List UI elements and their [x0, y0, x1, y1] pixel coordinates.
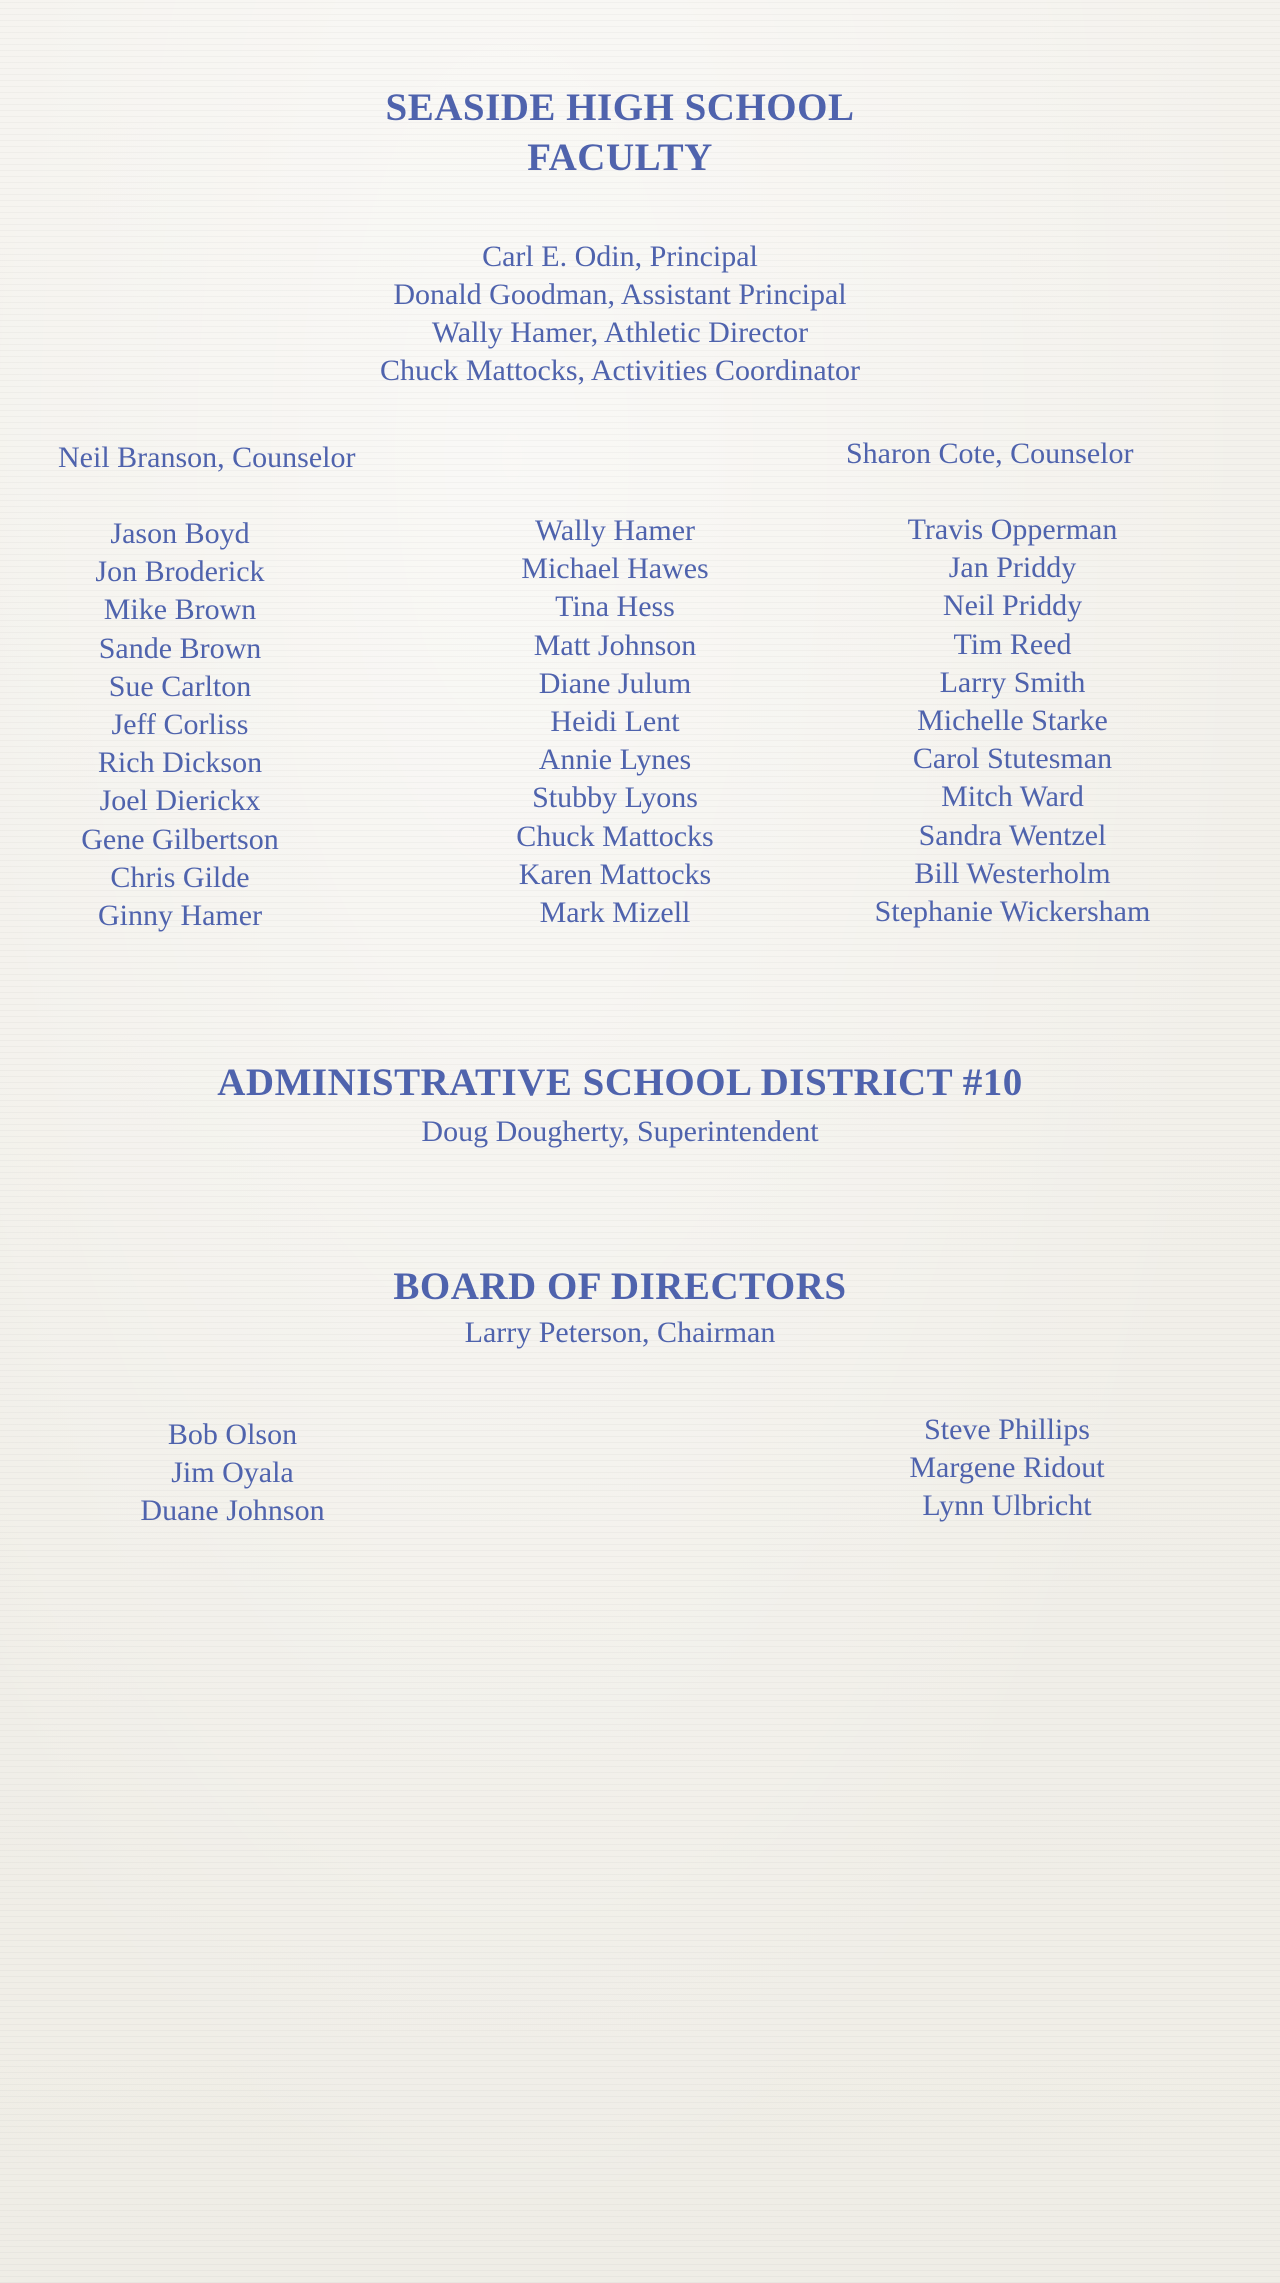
- list-item: Wally Hamer: [534, 514, 696, 547]
- list-item: Diane Julum: [538, 666, 692, 700]
- faculty-column-2: [475, 512, 755, 932]
- list-item: Bob Olson: [167, 1418, 298, 1451]
- list-item: Chris Gilde: [110, 860, 250, 894]
- counselor-left: Neil Branson, Counselor: [58, 441, 356, 474]
- board-members-left: [100, 1416, 365, 1531]
- list-item: Ginny Hamer: [97, 898, 263, 932]
- list-item: Jeff Corliss: [111, 707, 249, 741]
- list-item: Stephanie Wickersham: [874, 894, 1151, 928]
- list-item: Joel Dierickx: [99, 784, 261, 818]
- admin-athletic-director: Wally Hamer, Athletic Director: [431, 316, 809, 349]
- list-item: Bill Westerholm: [914, 856, 1111, 890]
- list-item: Lynn Ulbricht: [922, 1489, 1092, 1523]
- list-item: Stubby Lyons: [532, 781, 698, 815]
- list-item: Karen Mattocks: [518, 857, 712, 891]
- list-item: Travis Opperman: [907, 513, 1118, 546]
- list-item: Michael Hawes: [521, 552, 709, 586]
- list-item: Heidi Lent: [550, 704, 680, 738]
- faculty-column-1: [40, 515, 320, 935]
- list-item: Sandra Wentzel: [918, 818, 1107, 852]
- list-item: Steve Phillips: [924, 1413, 1090, 1446]
- list-item: Chuck Mattocks: [516, 819, 714, 853]
- list-item: Sande Brown: [98, 631, 262, 665]
- list-item: Margene Ridout: [909, 1451, 1105, 1485]
- admin-assistant-principal: Donald Goodman, Assistant Principal: [393, 278, 847, 311]
- list-item: Rich Dickson: [97, 746, 263, 780]
- list-item: Jim Oyala: [171, 1456, 294, 1490]
- list-item: Mitch Ward: [941, 780, 1084, 814]
- list-item: Carol Stutesman: [912, 742, 1113, 776]
- list-item: Mark Mizell: [539, 895, 691, 929]
- school-title-line2: FACULTY: [527, 136, 713, 179]
- list-item: Jan Priddy: [948, 551, 1077, 585]
- faculty-column-3: [840, 511, 1185, 931]
- list-item: Michelle Starke: [917, 703, 1108, 737]
- list-item: Jason Boyd: [110, 517, 250, 550]
- list-item: Sue Carlton: [108, 669, 252, 703]
- district-title: ADMINISTRATIVE SCHOOL DISTRICT #10: [217, 1061, 1023, 1104]
- district-superintendent: Doug Dougherty, Superintendent: [421, 1115, 819, 1148]
- list-item: Tim Reed: [953, 627, 1072, 661]
- admin-principal: Carl E. Odin, Principal: [482, 240, 758, 273]
- list-item: Tina Hess: [555, 590, 675, 624]
- board-members-right: [872, 1411, 1142, 1526]
- board-title: BOARD OF DIRECTORS: [393, 1265, 847, 1308]
- list-item: Gene Gilbertson: [81, 822, 279, 856]
- school-title: [240, 83, 1000, 183]
- board-chairman: Larry Peterson, Chairman: [464, 1316, 776, 1349]
- administration-list: [240, 238, 1000, 390]
- counselor-right: Sharon Cote, Counselor: [846, 437, 1134, 470]
- list-item: Annie Lynes: [538, 743, 692, 777]
- list-item: Mike Brown: [103, 593, 257, 627]
- school-title-line1: SEASIDE HIGH SCHOOL: [385, 86, 855, 129]
- admin-activities-coordinator: Chuck Mattocks, Activities Coordinator: [380, 354, 860, 387]
- list-item: Neil Priddy: [942, 589, 1083, 623]
- list-item: Duane Johnson: [140, 1494, 325, 1528]
- list-item: Larry Smith: [939, 665, 1086, 699]
- list-item: Matt Johnson: [533, 628, 697, 662]
- list-item: Jon Broderick: [95, 555, 265, 589]
